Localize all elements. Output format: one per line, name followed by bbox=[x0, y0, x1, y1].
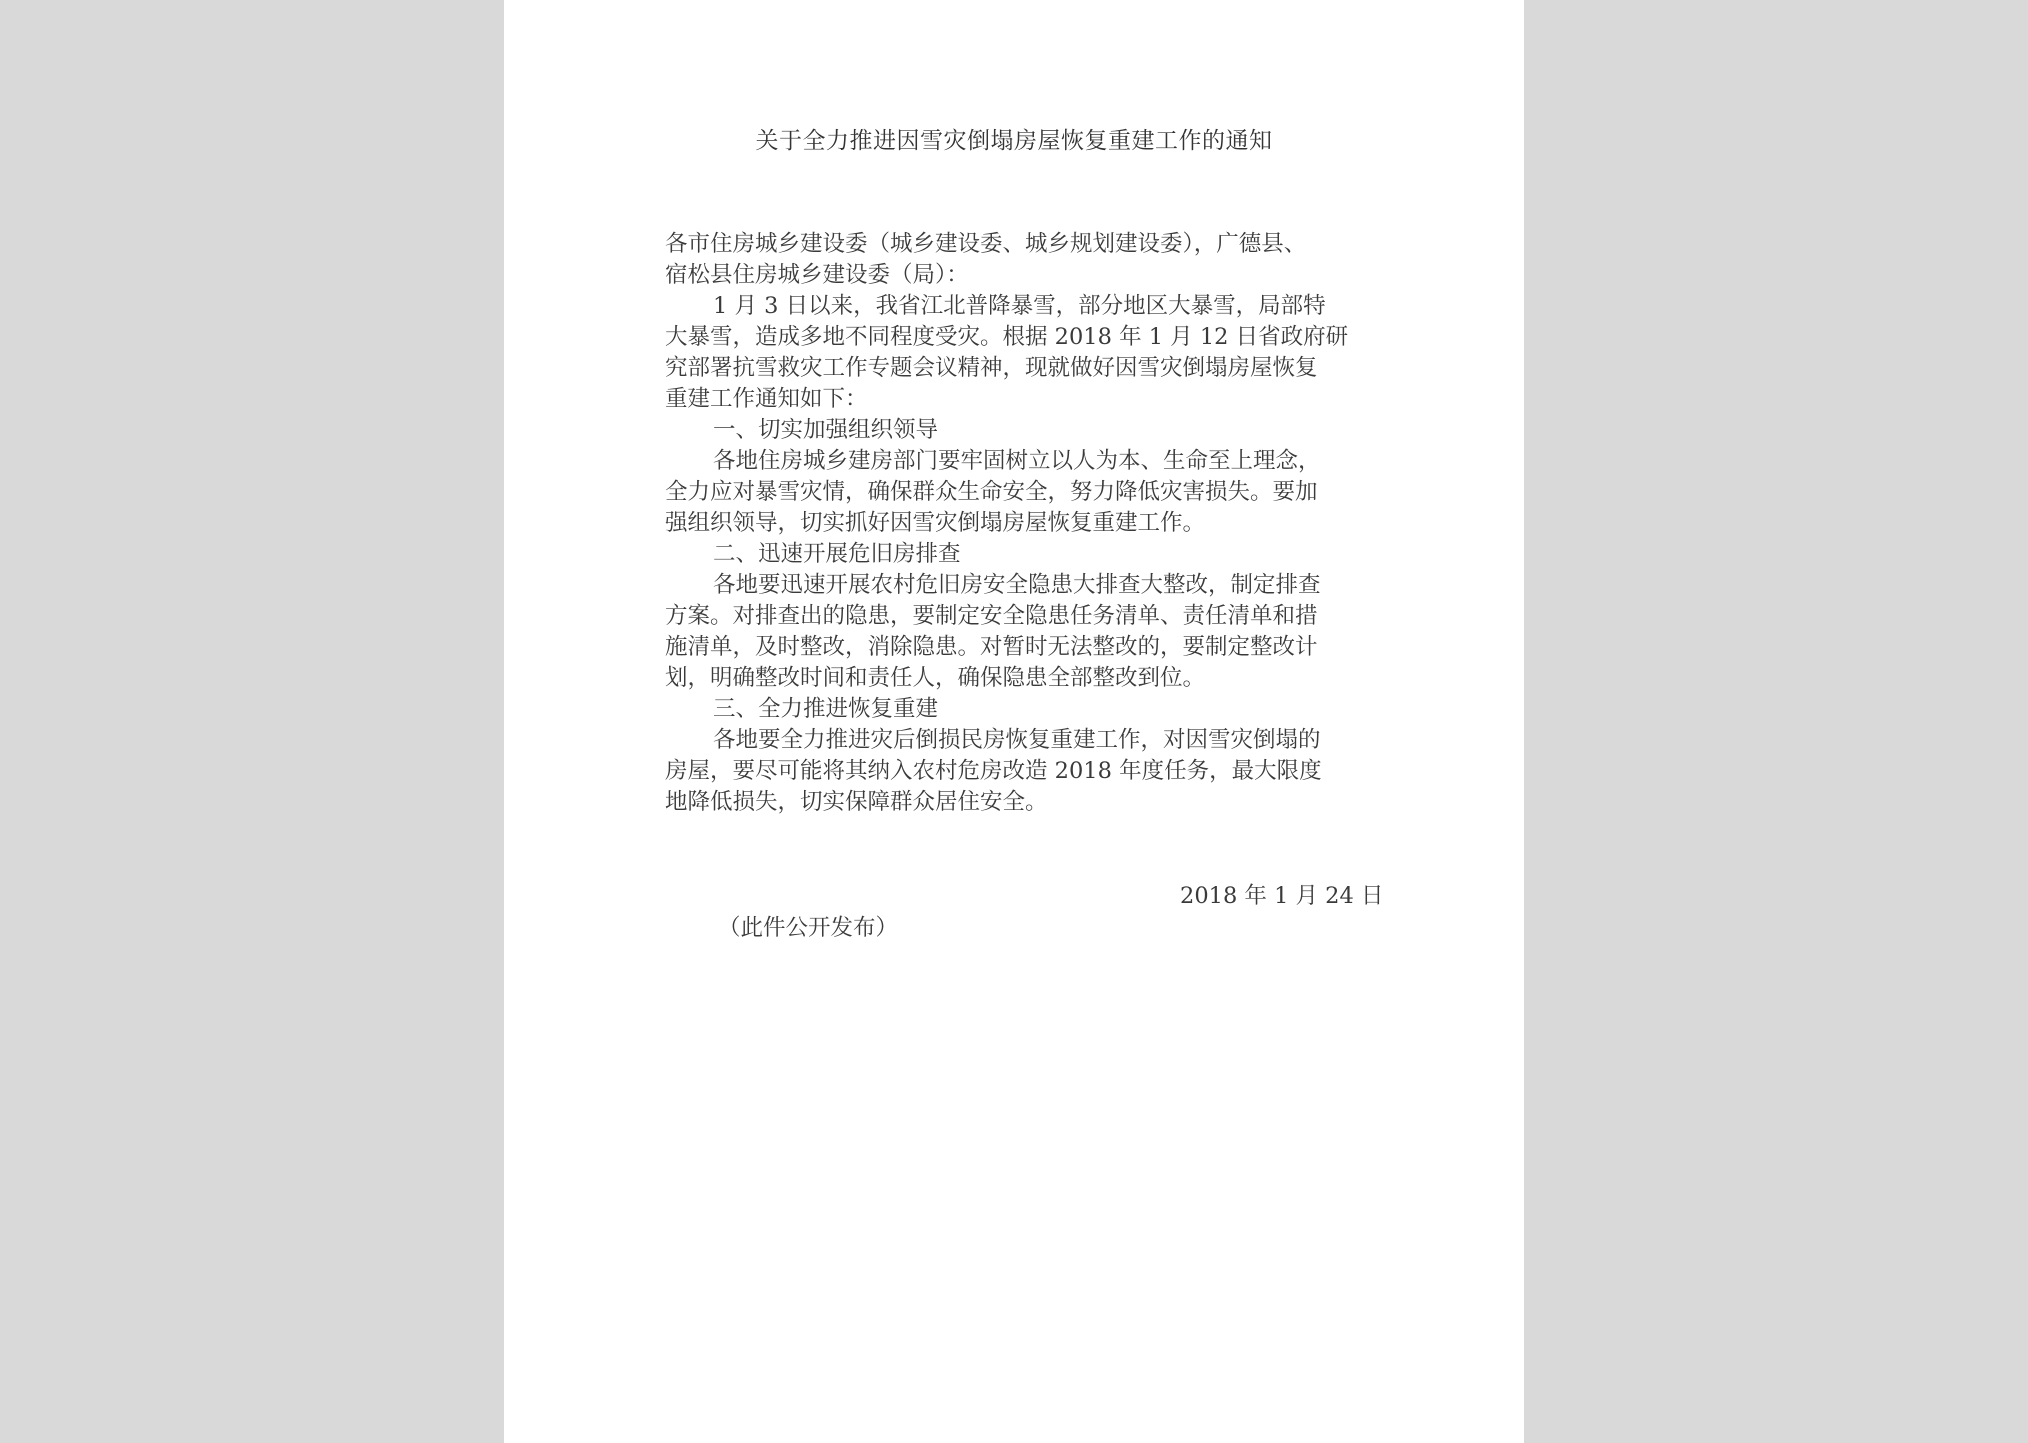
section-heading-3: 三、全力推进恢复重建 bbox=[713, 696, 939, 722]
body-line: 划，明确整改时间和责任人，确保隐患全部整改到位。 bbox=[665, 665, 1206, 691]
body-line: 各地要全力推进灾后倒损民房恢复重建工作，对因雪灾倒塌的 bbox=[713, 727, 1321, 753]
body-line: 方案。对排查出的隐患，要制定安全隐患任务清单、责任清单和措 bbox=[665, 603, 1318, 629]
body-line: 施清单，及时整改，消除隐患。对暂时无法整改的，要制定整改计 bbox=[665, 634, 1318, 660]
body-line: 强组织领导，切实抓好因雪灾倒塌房屋恢复重建工作。 bbox=[665, 510, 1206, 536]
body-line: 大暴雪，造成多地不同程度受灾。根据 2018 年 1 月 12 日省政府研 bbox=[665, 324, 1349, 350]
body-line: 各地要迅速开展农村危旧房安全隐患大排查大整改，制定排查 bbox=[713, 572, 1321, 598]
body-line: 全力应对暴雪灾情，确保群众生命安全，努力降低灾害损失。要加 bbox=[665, 479, 1318, 505]
document-title: 关于全力推进因雪灾倒塌房屋恢复重建工作的通知 bbox=[755, 128, 1273, 154]
section-heading-1: 一、切实加强组织领导 bbox=[713, 417, 939, 443]
body-line: 1 月 3 日以来，我省江北普降暴雪，部分地区大暴雪，局部特 bbox=[713, 293, 1326, 319]
publication-note: （此件公开发布） bbox=[718, 915, 899, 941]
body-line: 地降低损失，切实保障群众居住安全。 bbox=[665, 789, 1048, 815]
body-line: 房屋，要尽可能将其纳入农村危房改造 2018 年度任务，最大限度 bbox=[665, 758, 1322, 784]
body-line: 重建工作通知如下： bbox=[665, 386, 868, 412]
addressee-line-2: 宿松县住房城乡建设委（局）： bbox=[665, 262, 969, 288]
section-heading-2: 二、迅速开展危旧房排查 bbox=[713, 541, 961, 567]
body-line: 究部署抗雪救灾工作专题会议精神，现就做好因雪灾倒塌房屋恢复 bbox=[665, 355, 1318, 381]
document-date: 2018 年 1 月 24 日 bbox=[1180, 883, 1384, 909]
addressee-line-1: 各市住房城乡建设委（城乡建设委、城乡规划建设委），广德县、 bbox=[665, 231, 1307, 257]
body-line: 各地住房城乡建房部门要牢固树立以人为本、生命至上理念， bbox=[713, 448, 1321, 474]
document-page bbox=[504, 0, 1524, 1443]
